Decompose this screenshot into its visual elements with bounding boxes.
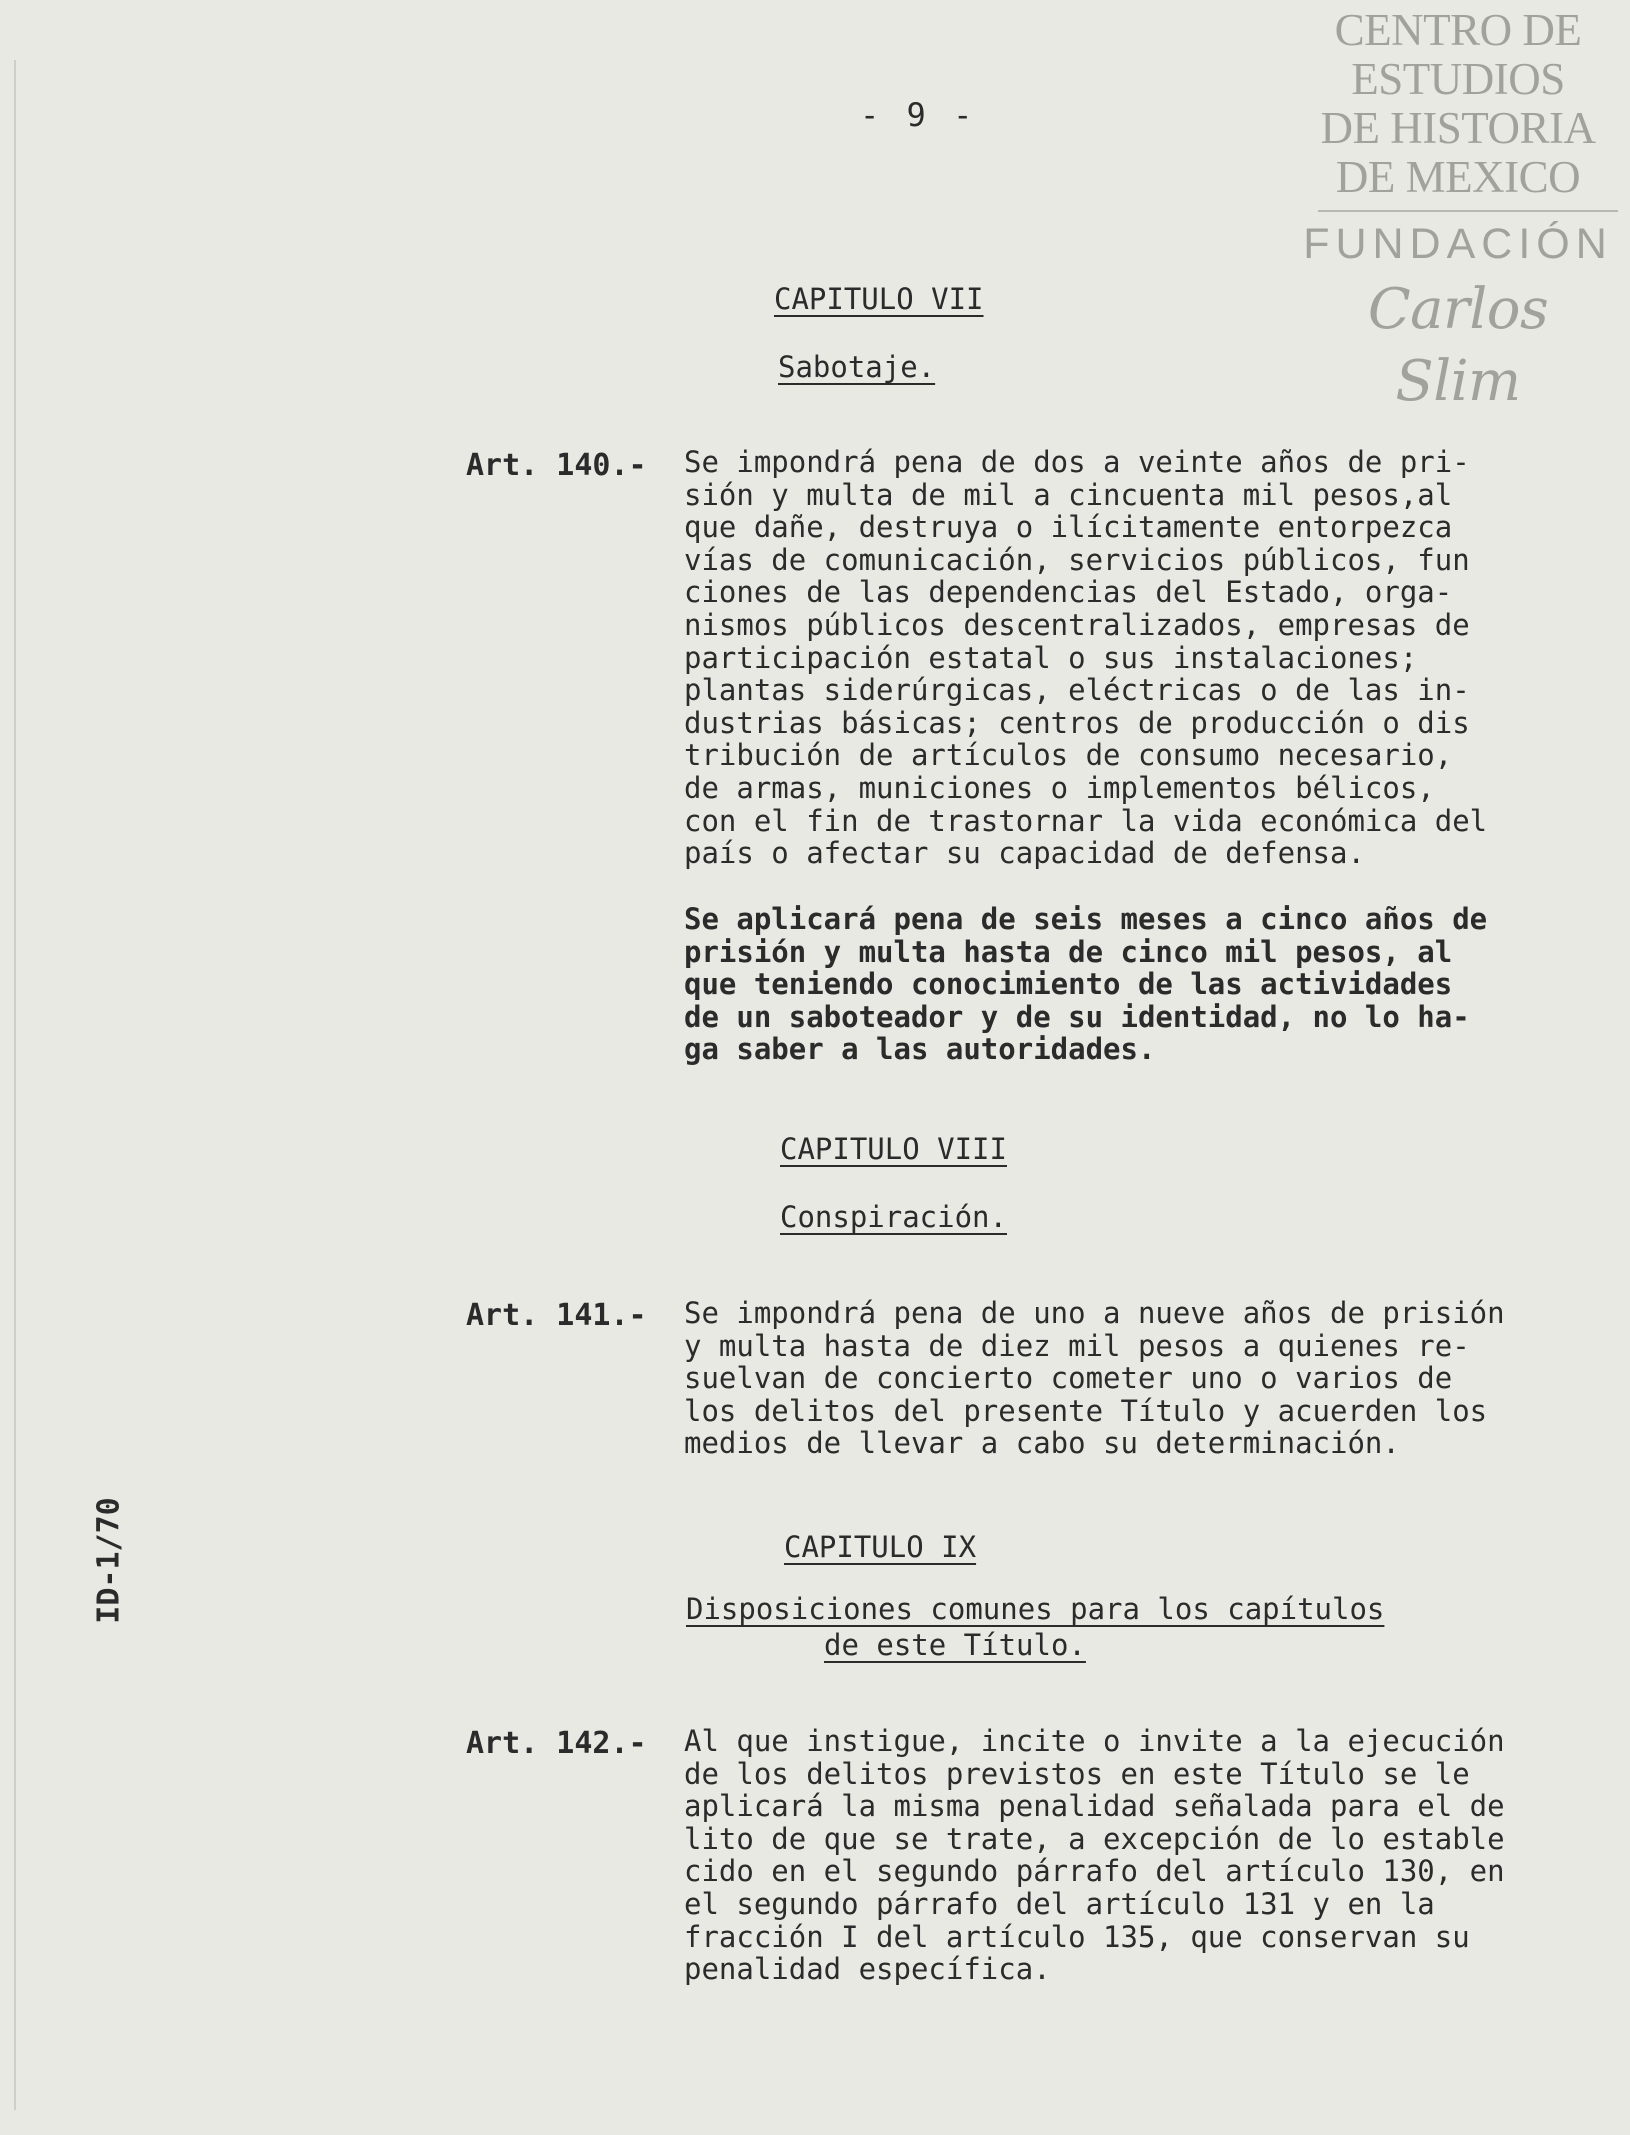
chapter-subtitle: Conspiración. — [780, 1200, 1007, 1234]
watermark-foundation: FUNDACIÓN — [1303, 220, 1613, 268]
article-label: Art. 140.- — [466, 448, 647, 483]
archive-watermark — [1298, 6, 1618, 418]
article-label: Art. 141.- — [466, 1298, 647, 1333]
page-edge-line — [14, 60, 16, 2110]
article-paragraph: Se aplicará pena de seis meses a cinco años de prisión y multa hasta de cinco mil pesos, al que teniendo conocimiento de las actividades de un saboteador y de su identidad, no lo ha- ga saber a las autoridades. — [684, 902, 1488, 1067]
chapter-heading: CAPITULO VIII — [780, 1132, 1007, 1166]
article-paragraph: Al que instigue, incite o invite a la ejecución de los delitos previstos en este Título se le aplicará la misma penalidad señalada para el de lito de que se trate, a excepción de lo estable cido en el segundo párrafo del artículo 130, en el segundo párrafo del artículo 131 y en la fracción I del artículo 135, que conservan su penalidad específica. — [684, 1724, 1505, 1987]
chapter-heading: CAPITULO VII — [774, 282, 984, 316]
watermark-line: ESTUDIOS — [1351, 54, 1565, 104]
chapter-subtitle: Disposiciones comunes para los capítulos — [686, 1592, 1385, 1626]
article-paragraph: Se impondrá pena de dos a veinte años de pri- sión y multa de mil a cincuenta mil pesos,al que dañe, destruya o ilícitamente entorpezca vías de comunicación, servicios públicos, fun ciones de las dependencias del Estado, orga- nismos públicos descentralizados, empresas de participación estatal o sus instalaciones; plantas siderúrgicas, eléctricas o de las in- dustrias básicas; centros de producción o dis tribución de artículos de consumo necesario, de armas, municiones o implementos bélicos, con el fin de trastornar la vida económica del país o afectar su capacidad de defensa. — [684, 445, 1488, 871]
watermark-divider — [1318, 210, 1618, 212]
chapter-subtitle: Sabotaje. — [778, 350, 936, 384]
article-paragraph: Se impondrá pena de uno a nueve años de prisión y multa hasta de diez mil pesos a quienes re- suelvan de concierto cometer uno o varios de los delitos del presente Título y acuerden los medios de llevar a cabo su determinación. — [684, 1296, 1505, 1461]
chapter-subtitle: de este Título. — [824, 1628, 1086, 1662]
watermark-line: DE HISTORIA — [1320, 103, 1596, 153]
watermark-signature-logo: Carlos Slim — [1367, 277, 1549, 414]
watermark-line: DE MEXICO — [1335, 152, 1581, 202]
side-file-code-text: ID-1/70 — [91, 1496, 127, 1624]
side-file-code — [84, 1490, 134, 1630]
watermark-line: CENTRO DE — [1334, 5, 1582, 55]
article-label: Art. 142.- — [466, 1726, 647, 1761]
page-number: - 9 - — [860, 96, 977, 134]
chapter-heading: CAPITULO IX — [784, 1530, 977, 1564]
